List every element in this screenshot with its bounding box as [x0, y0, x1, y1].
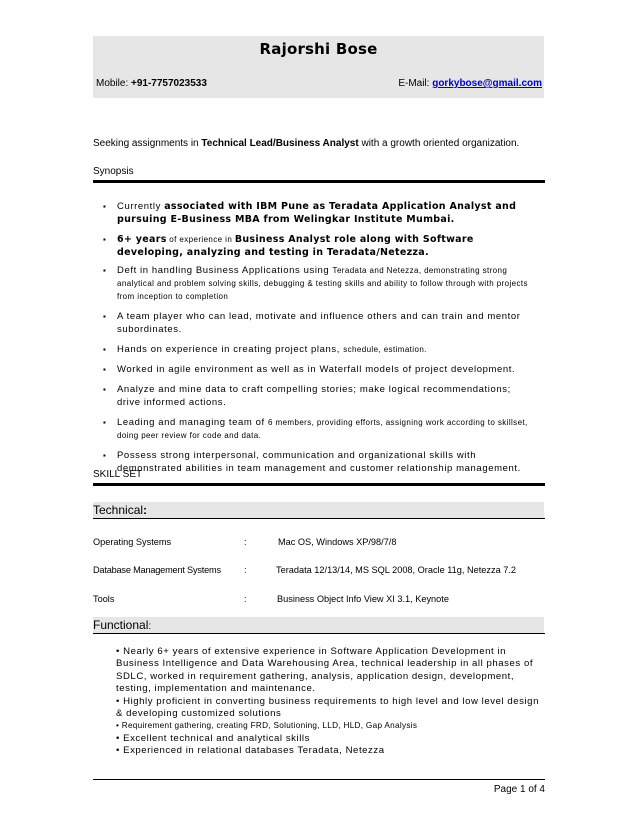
list-item	[103, 343, 533, 356]
email	[398, 78, 542, 89]
item-small: 6 members, providing efforts, assigning work according to skillset, doing peer review for code and data.	[117, 418, 528, 440]
row-value: Business Object Info View XI 3.1, Keynote	[277, 594, 449, 604]
row-value: Mac OS, Windows XP/98/7/8	[278, 537, 397, 547]
objective-prefix: Seeking assignments in	[93, 138, 202, 149]
technical-heading	[93, 503, 147, 517]
row-colon: :	[244, 565, 247, 575]
bullet-icon: ▪	[103, 312, 107, 321]
item-text: Hands on experience in creating project plans,	[117, 344, 344, 355]
item-bold: 6+ years	[117, 234, 167, 245]
technical-title: Technical	[93, 503, 144, 517]
bullet-icon: ▪	[103, 385, 107, 394]
synopsis-heading: Synopsis	[93, 166, 134, 177]
list-item: • Requirement gathering, creating FRD, Solutioning, LLD, HLD, Gap Analysis	[116, 721, 418, 731]
skillset-heading: SKILL SET	[93, 469, 143, 480]
list-item	[103, 200, 533, 226]
item-text: Analyze and mine data to craft compelling stories; make logical recommendations; drive informed actions.	[117, 384, 511, 408]
technical-rule	[93, 518, 545, 519]
mobile	[96, 78, 207, 89]
item-text: Possess strong interpersonal, communication and organizational skills with demonstrated abilities in team management and customer relationship management.	[117, 450, 521, 474]
bullet-icon: ▪	[103, 451, 107, 460]
list-item	[103, 310, 533, 336]
functional-band	[93, 617, 544, 633]
synopsis-rule	[93, 180, 545, 183]
list-item	[103, 383, 533, 409]
technical-colon: :	[143, 503, 148, 517]
list-item	[103, 416, 533, 442]
bullet-icon: ▪	[103, 345, 107, 354]
functional-title: Functional	[93, 618, 149, 632]
functional-rule	[93, 633, 545, 634]
item-bold: associated with IBM Pune as Teradata Application Analyst and pursuing E-Business MBA from Welingkar Institute Mumbai.	[117, 201, 517, 225]
item-text: Leading and managing team of	[117, 417, 269, 428]
row-label: Operating Systems	[93, 537, 172, 547]
email-label: E-Mail:	[398, 78, 433, 89]
row-value: Teradata 12/13/14, MS SQL 2008, Oracle 11g, Netezza 7.2	[276, 565, 517, 575]
list-item	[103, 233, 533, 259]
functional-colon: :	[148, 621, 152, 632]
skillset-rule	[93, 483, 545, 486]
item-small: schedule, estimation.	[343, 345, 427, 354]
objective	[93, 138, 519, 149]
bullet-icon: ▪	[103, 365, 107, 374]
list-item: • Nearly 6+ years of extensive experience in Software Application Development in Business Intelligence and Data Warehousing Area, technical leadership in all phases of SDLC, worked in requirement gathering, analysis, application design, development, testing, implementation and maintenance.	[116, 646, 534, 695]
technical-band	[93, 502, 544, 518]
row-label: Tools	[93, 594, 115, 604]
list-item: • Highly proficient in converting business requirements to high level and low level design & developing customized solutions	[116, 695, 539, 720]
item-text: of experience in	[166, 235, 235, 244]
item-text: Deft in handling Business Applications using	[117, 265, 333, 276]
row-colon: :	[244, 594, 247, 604]
item-text: Worked in agile environment as well as in Waterfall models of project development.	[117, 364, 516, 375]
item-bold: Business Analyst role along with Software developing, analyzing and testing in Teradata/Netezza.	[117, 234, 474, 258]
bullet-icon: ▪	[103, 202, 107, 211]
objective-role: Technical Lead/Business Analyst	[201, 138, 359, 149]
mobile-value: +91-7757023533	[131, 78, 207, 89]
footer-rule	[93, 779, 545, 780]
list-item: • Experienced in relational databases Teradata, Netezza	[116, 745, 385, 757]
row-colon: :	[244, 537, 247, 547]
item-text: A team player who can lead, motivate and influence others and can train and mentor subordinates.	[117, 311, 521, 335]
objective-suffix: with a growth oriented organization.	[358, 138, 520, 149]
synopsis-list	[103, 200, 533, 475]
list-item	[103, 363, 533, 376]
candidate-name: Rajorshi Bose	[259, 40, 378, 58]
item-small: Teradata and Netezza, demonstrating strong analytical and problem solving skills, debugging & testing skills and ability to follow through with projects from inception to completion	[117, 266, 528, 301]
functional-list	[116, 646, 546, 758]
item-text: Currently	[117, 201, 165, 212]
list-item	[103, 449, 533, 475]
list-item: • Excellent technical and analytical skills	[116, 732, 310, 744]
mobile-label: Mobile:	[96, 78, 132, 89]
bullet-icon: ▪	[103, 266, 107, 275]
page-number: Page 1 of 4	[493, 784, 545, 795]
bullet-icon: ▪	[103, 235, 107, 244]
list-item	[103, 264, 533, 303]
email-link[interactable]: gorkybose@gmail.com	[432, 78, 542, 89]
bullet-icon: ▪	[103, 418, 107, 427]
functional-heading	[93, 618, 151, 632]
row-label: Database Management Systems	[93, 565, 221, 575]
